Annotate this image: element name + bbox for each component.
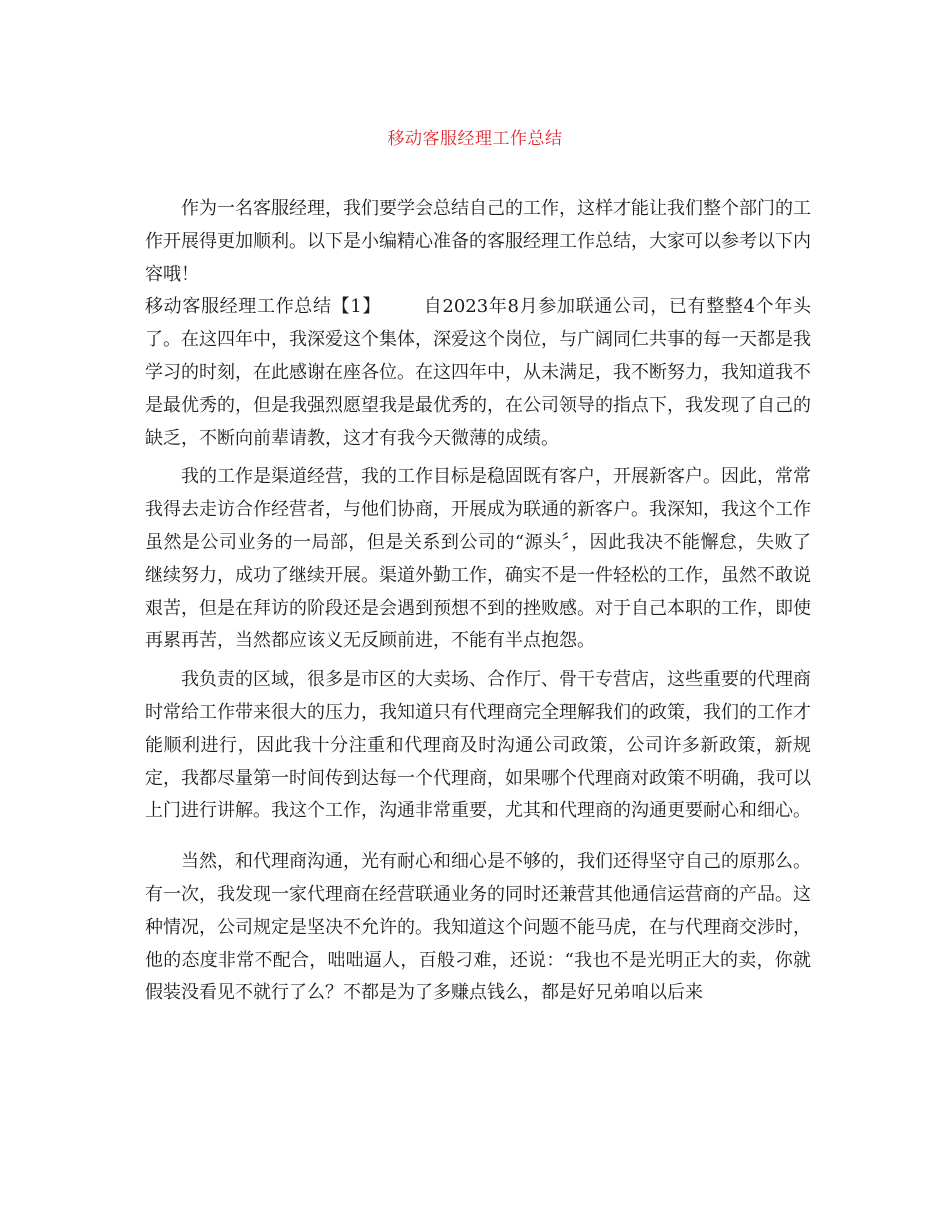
section-heading: 移动客服经理工作总结【1】 — [145, 296, 382, 318]
section-paragraph — [145, 291, 811, 455]
section-first-text: 自2023年8月参加联通公司，已有整整4个年头了。在这四年中，我深爱这个集体，深爱这个岗位，与广阔同仁共事的每一天都是我学习的时刻，在此感谢在座各位。在这四年中，从未满足，我不断努力，我知道我不是最优秀的，但是我强烈愿望我是最优秀的，在公司领导的指点下，我发现了自己的缺乏，不断向前辈请教，这才有我今天微薄的成绩。 — [145, 296, 812, 449]
paragraph-channel-work: 我的工作是渠道经营，我的工作目标是稳固既有客户，开展新客户。因此，常常我得去走访合作经营者，与他们协商，开展成为联通的新客户。我深知，我这个工作虽然是公司业务的一局部，但是关系到公司的“源头〞，因此我决不能懈怠，失败了继续努力，成功了继续开展。渠道外勤工作，确实不是一件轻松的工作，虽然不敢说艰苦，但是在拜访的阶段还是会遇到预想不到的挫败感。对于自己本职的工作，即使再累再苦，当然都应该义无反顾前进，不能有半点抱怨。 — [145, 466, 811, 652]
paragraph-principle: 当然，和代理商沟通，光有耐心和细心是不够的，我们还得坚守自己的原那么。有一次，我发现一家代理商在经营联通业务的同时还兼营其他通信运营商的产品。这种情况，公司规定是坚决不允许的。我知道这个问题不能马虎，在与代理商交涉时，他的态度非常不配合，咄咄逼人，百般刁难，还说：“我也不是光明正大的卖，你就假装没看见不就行了么？不都是为了多赚点钱么，都是好兄弟咱以后来 — [145, 851, 811, 1004]
intro-paragraph: 作为一名客服经理，我们要学会总结自己的工作，这样才能让我们整个部门的工作开展得更加顺利。以下是小编精心准备的客服经理工作总结，大家可以参考以下内容哦！ — [145, 198, 811, 285]
document-body — [145, 193, 811, 1010]
paragraph-region: 我负责的区域，很多是市区的大卖场、合作厅、骨干专营店，这些重要的代理商时常给工作带来很大的压力，我知道只有代理商完全理解我们的政策，我们的工作才能顺利进行，因此我十分注重和代理商及时沟通公司政策，公司许多新政策，新规定，我都尽量第一时间传到达每一个代理商，如果哪个代理商对政策不明确，我可以上门进行讲解。我这个工作，沟通非常重要，尤其和代理商的沟通更要耐心和细心。 — [145, 669, 811, 822]
document-title: 移动客服经理工作总结 — [387, 129, 563, 149]
